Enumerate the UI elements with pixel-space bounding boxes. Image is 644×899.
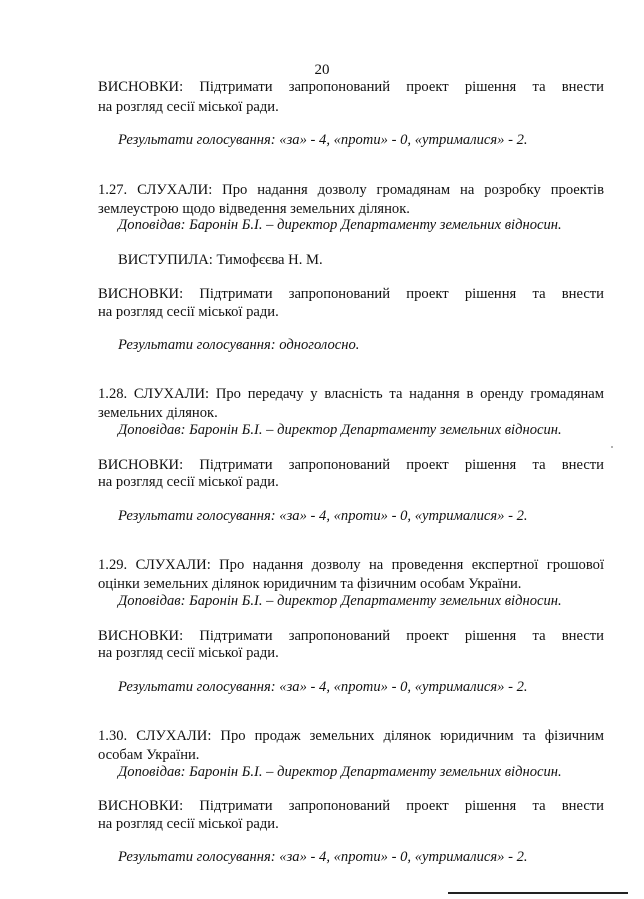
heard-1-29-line-2: оцінки земельних ділянок юридичним та фізичним особам України.: [98, 576, 522, 592]
voting-result-4: Результати голосування: «за» - 4, «проти» - 0, «утрималися» - 2.: [118, 679, 528, 695]
bottom-rule: [448, 892, 628, 894]
heard-1-28-line-2: земельних ділянок.: [98, 405, 218, 421]
conclusion-5-line-1: ВИСНОВКИ: Підтримати запропонований проект рішення та внести: [98, 798, 604, 814]
conclusion-line-2: на розгляд сесії міської ради.: [98, 99, 279, 115]
conclusion-2-line-2: на розгляд сесії міської ради.: [98, 304, 279, 320]
voting-result-3: Результати голосування: «за» - 4, «проти» - 0, «утрималися» - 2.: [118, 508, 528, 524]
reporter-1-27: Доповідав: Баронін Б.І. – директор Департаменту земельних відносин.: [118, 217, 562, 233]
reporter-1-30: Доповідав: Баронін Б.І. – директор Департаменту земельних відносин.: [118, 764, 562, 780]
conclusion-line-1: ВИСНОВКИ: Підтримати запропонований проект рішення та внести: [98, 79, 604, 95]
reporter-1-28: Доповідав: Баронін Б.І. – директор Департаменту земельних відносин.: [118, 422, 562, 438]
conclusion-3-line-2: на розгляд сесії міської ради.: [98, 474, 279, 490]
conclusion-5-line-2: на розгляд сесії міської ради.: [98, 816, 279, 832]
conclusion-2-line-1: ВИСНОВКИ: Підтримати запропонований проект рішення та внести: [98, 286, 604, 302]
heard-1-28-line-1: 1.28. СЛУХАЛИ: Про передачу у власність та надання в оренду громадянам: [98, 386, 604, 402]
heard-1-30-line-2: особам України.: [98, 747, 200, 763]
conclusion-3-line-1: ВИСНОВКИ: Підтримати запропонований проект рішення та внести: [98, 457, 604, 473]
heard-1-27-line-1: 1.27. СЛУХАЛИ: Про надання дозволу громадянам на розробку проектів: [98, 182, 604, 198]
heard-1-29-line-1: 1.29. СЛУХАЛИ: Про надання дозволу на проведення експертної грошової: [98, 557, 604, 573]
page-number: 20: [314, 62, 330, 78]
spoke-1-27: ВИСТУПИЛА: Тимофєєва Н. М.: [118, 252, 323, 268]
conclusion-4-line-1: ВИСНОВКИ: Підтримати запропонований проект рішення та внести: [98, 628, 604, 644]
heard-1-27-line-2: землеустрою щодо відведення земельних ділянок.: [98, 201, 410, 217]
reporter-1-29: Доповідав: Баронін Б.І. – директор Департаменту земельних відносин.: [118, 593, 562, 609]
scan-speck: [611, 446, 613, 448]
voting-result: Результати голосування: «за» - 4, «проти» - 0, «утрималися» - 2.: [118, 132, 528, 148]
heard-1-30-line-1: 1.30. СЛУХАЛИ: Про продаж земельних ділянок юридичним та фізичним: [98, 728, 604, 744]
voting-result-2: Результати голосування: одноголосно.: [118, 337, 360, 353]
voting-result-5: Результати голосування: «за» - 4, «проти» - 0, «утрималися» - 2.: [118, 849, 528, 865]
conclusion-4-line-2: на розгляд сесії міської ради.: [98, 645, 279, 661]
